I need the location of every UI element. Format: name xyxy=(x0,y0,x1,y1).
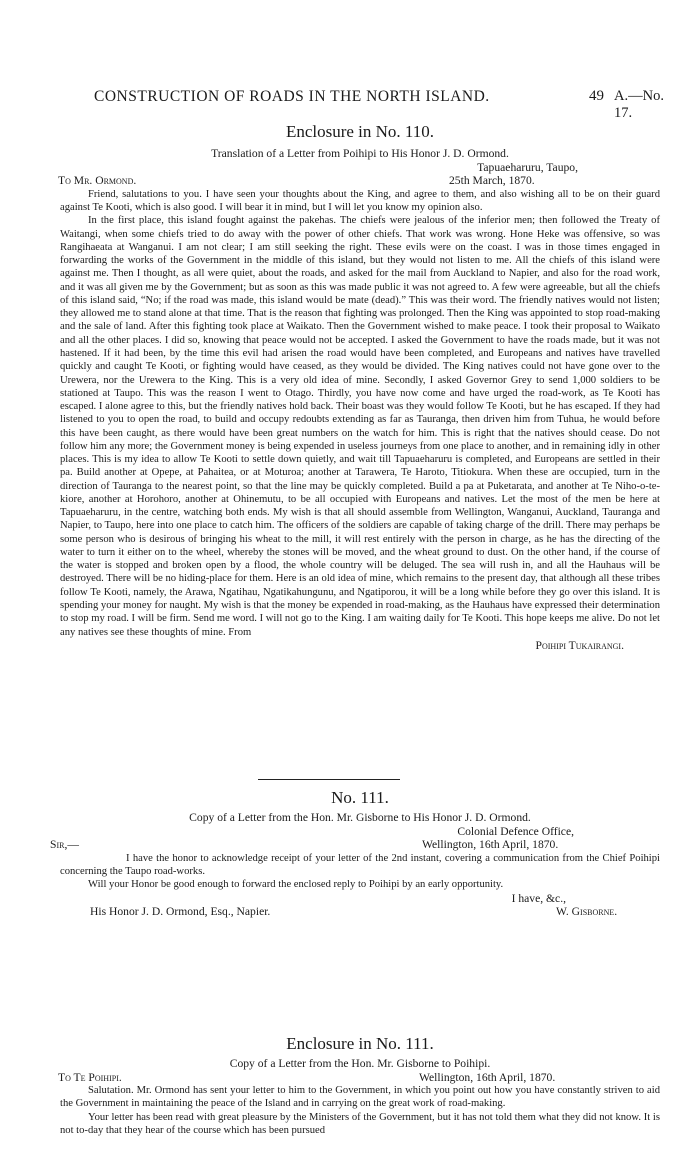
letter-salutation: Sir,— xyxy=(50,838,79,852)
letter-addressee: To Mr. Ormond. xyxy=(58,174,137,188)
letter-111 xyxy=(50,788,660,919)
section-heading: Enclosure in No. 110. xyxy=(285,122,435,141)
letter-date: 25th March, 1870. xyxy=(449,174,535,188)
letter-signature: Poihipi Tukairangi. xyxy=(535,638,624,652)
letter-paragraph: In the first place, this island fought against the pakehas. The chiefs were jealous of the inferior men; then followed the Treaty of Waitangi, when some chiefs tried to do away with the power of other chiefs. That work was wrong. Hone Heke was offensive, so was Rangihaeata at Wanganui. I am not clear; I am still seeking the right. These evils were on the coast. I was in those times engaged in forwarding the works of the Government in the middle of this island, but they would not listen to me. All the chiefs of this island were against me. Then I thought, as all were quiet, about the roads, and asked for the mail from Auckland to Napier, and also for the road work, and it was all given me by the Government; but as soon as this was made public it was not agreed to. A few were agreeable, but all the chiefs of this island said, “No; if the road was made, this island would be mate (dead).” This was their word. The friendly natives would not listen; they allowed me to stand alone at that time. That is the reason that fighting was prolonged. Then the King was appointed to stop road-making and the sale of land. After this fighting took place at Waikato. Then the Government wished to make peace. I took their proposal to Waikato and all the other places. I did so, knowing that peace would not be accepted. I asked the Government to have the roads made, but it was not hastened. If it had been, by the time this evil had arisen the road would have been completed, and Europeans and natives have travelled quickly and caught Te Kooti, or fighting would have ceased, as they would be divided. The King natives could not have gone over to the Urewera, nor the Urewera to the King. This is a very old idea of mine. Secondly, I asked Governor Grey to send 1,000 soldiers to be stationed at Taupo. This was the reason I went to Otago. Thirdly, you have now come and have urged the road-work, as Te Kooti has escaped. I alone agree to this, but the friendly natives hold back. Their boast was they would follow Te Kooti, but he has escaped. If they had listened to you to open the road, to build and occupy redoubts extending as far as Tauranga, then driven him from Tuhua, he would before this have been caught, as there would have been great numbers on the watch for him. This is right that the natives should cease. Do not follow him any more; the Government money is being expended in useless journeys from one place to another, and in remaining idly in other places. This is my idea to allow Te Kooti to settle down quietly, and wait till Tapuaeharuru is completed, and Europeans are settled in their pa. Build another at Opepe, at Pahaitea, or at Moturoa; another at Tarawera, Te Haroto, Titiokura. When these are occupied, turn in the direction of Tauranga to the nearest point, so that the line may be quickly completed. Build a pa at Puketarata, and another at Te Niho-o-te-kiore, another at Horohoro, another at Ohinemutu, to be all occupied with Europeans and natives. Let the most of the men be here at Tapuaeharuru, in the centre, watching both ends. My wish is that all should assemble from Wellington, Wanganui, Auckland, Tauranga and Napier, to Taupo, here into one place to catch him. The officers of the soldiers are capable of taking charge of the drill. There may perhaps be some person who is desirous of bringing his wheat to the mill, it will rest entirely with the person in charge, as he has the directing of the water to turn it either on to the wheel, whereby the stones will be moved, and the wheat ground to dust. On the other hand, if the course of the water is stopped and broken open by a flood, the whole country will be deluged. The sea will rush in, and all the Hauhaus will be destroyed. There will be no hiding-place for them. Here is an old idea of mine, which remains to the present day, that although all these tribes follow Te Kooti, namely, the Arawa, Ngatihau, Ngatikahungunu, and Ngatiporou, it will be a long while before they go over this island. It is spending your money for naught. My wish is that the money be expended in road-making, as the Hauhaus have expressed their determination to stop my road. I will be firm. Send me word. I will not go to the King. I am waiting daily for Te Kooti. This hope keeps me alive. Do not let any natives see these thoughts of mine. From xyxy=(60,215,660,638)
letter-date: Wellington, 16th April, 1870. xyxy=(422,838,559,852)
address-line xyxy=(60,174,660,188)
letter-date: Wellington, 16th April, 1870. xyxy=(419,1070,556,1084)
letter-paragraph: Friend, salutations to you. I have seen your thoughts about the King, and agree to them, and also wishing all to be on their guard against Te Kooti, which is also good. I will bear it in mind, but I will let you know my opinion also. xyxy=(60,188,660,214)
letter-paragraph: Salutation. Mr. Ormond has sent your letter to him to the Government, in which you point out how you have constantly striven to aid the Government in maintaining the peace of the Island and in carrying on the great work of road-making. xyxy=(60,1085,660,1110)
section-heading: No. 111. xyxy=(331,788,389,807)
letter-closing: I have, &c., xyxy=(511,891,566,905)
running-title: CONSTRUCTION OF ROADS IN THE NORTH ISLAND. xyxy=(94,88,490,105)
running-header xyxy=(58,88,678,121)
section-divider xyxy=(258,779,400,780)
letter-subheading: Copy of a Letter from the Hon. Mr. Gisborne to His Honor J. D. Ormond. xyxy=(189,811,531,824)
letter-signature: W. Gisborne. xyxy=(556,905,618,919)
letter-place: Tapuaeharuru, Taupo, xyxy=(477,160,578,174)
enclosure-110 xyxy=(60,122,660,652)
paper-reference: A.—No. 17. xyxy=(614,88,664,121)
letter-subheading: Translation of a Letter from Poihipi to His Honor J. D. Ormond. xyxy=(211,147,509,160)
section-heading: Enclosure in No. 111. xyxy=(286,1034,434,1053)
letter-subheading: Copy of a Letter from the Hon. Mr. Gisborne to Poihipi. xyxy=(229,1057,491,1070)
address-line xyxy=(60,1071,660,1085)
letter-addressee: His Honor J. D. Ormond, Esq., Napier. xyxy=(90,905,271,919)
letter-paragraph: Your letter has been read with great pleasure by the Ministers of the Government, but it has not told them what they did not know. It is not to-day that they hear of the course which has been pursued xyxy=(60,1111,660,1136)
signature-line xyxy=(60,905,660,919)
letter-addressee: To Te Poihipi. xyxy=(58,1070,122,1084)
letter-paragraph: I have the honor to acknowledge receipt of your letter of the 2nd instant, covering a communication from the Chief Poihipi concerning the Taupo road-works. xyxy=(60,852,660,878)
letter-paragraph: Will your Honor be good enough to forward the enclosed reply to Poihipi by an early opportunity. xyxy=(88,879,504,891)
letter-office: Colonial Defence Office, xyxy=(457,824,574,838)
address-line xyxy=(50,838,660,852)
enclosure-111 xyxy=(60,1034,660,1137)
page-number: 49 xyxy=(589,88,604,104)
